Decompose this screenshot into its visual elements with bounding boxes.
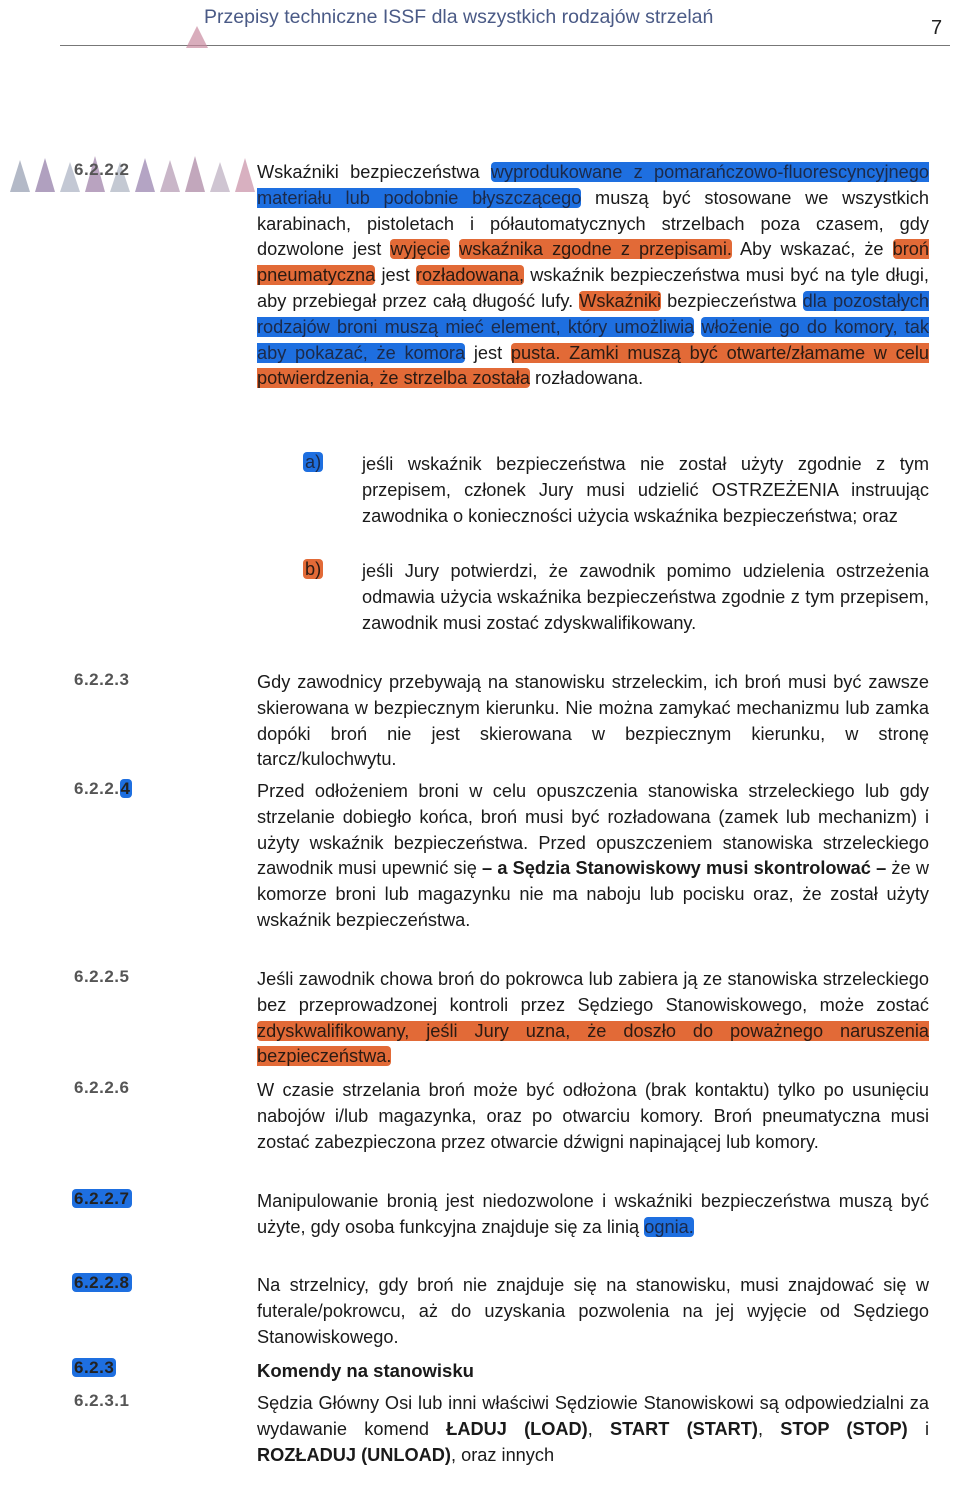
list-item-label-b: b)	[305, 559, 322, 579]
section-number: 6.2.2.2	[74, 160, 130, 179]
list-item-a: jeśli wskaźnik bezpieczeństwa nie został użyty zgodnie z tym przepisem, członek Jury musi udzielić OSTRZEŻENIA instruując zawodnika o konieczności użycia wskaźnika bezpieczeństwa; oraz	[362, 454, 929, 526]
list-item-label-a: a)	[305, 452, 322, 472]
section-number: 6.2.2.8	[74, 1273, 130, 1292]
section-number: 6.2.3	[74, 1358, 115, 1377]
decorative-triangles	[0, 150, 280, 200]
header-title: Przepisy techniczne ISSF dla wszystkich rodzajów strzelań	[204, 6, 714, 28]
section-text: Sędzia Główny Osi lub inni właściwi Sędziowie Stanowiskowi są odpowiedzialni za wydawanie komend ŁADUJ (LOAD), START (START), STOP (STOP) i ROZŁADUJ (UNLOAD), oraz innych	[257, 1393, 930, 1465]
list-item-b: jeśli Jury potwierdzi, że zawodnik pomimo udzielenia ostrzeżenia odmawia użycia wskaźnika bezpieczeństwa zgodnie z tym przepisem, zawodnik musi zostać zdyskwalifikowany.	[362, 561, 929, 633]
section-number: 6.2.2.7	[74, 1189, 130, 1208]
section-text: Na strzelnicy, gdy broń nie znajduje się na stanowisku, musi znajdować się w futerale/pokrowcu, aż do uzyskania pozwolenia na jej wyjęcie od Sędziego Stanowiskowego.	[257, 1275, 929, 1347]
section-text: Manipulowanie bronią jest niedozwolone i wskaźniki bezpieczeństwa muszą być użyte, gdy osoba funkcyjna znajduje się za linią ognia.	[257, 1191, 929, 1237]
section-heading: Komendy na stanowisku	[257, 1360, 474, 1381]
section-number: 6.2.2.5	[74, 967, 130, 986]
section-number: 6.2.2.6	[74, 1078, 130, 1097]
section-number: 6.2.2.4	[74, 779, 131, 798]
section-text: Przed odłożeniem broni w celu opuszczenia stanowiska strzeleckiego lub gdy strzelanie dobiegło końca, broń musi być rozładowana (zamek lub mechanizm) i użyty wskaźnik bezpieczeństwa. Przed opuszczeniem stanowiska strzeleckiego zawodnik musi upewnić się – a Sędzia Stanowiskowy musi skontrolować – że w komorze broni lub magazynku nie ma naboju lub pocisku oraz, że został użyty wskaźnik bezpieczeństwa.	[257, 781, 929, 930]
section-number: 6.2.3.1	[74, 1391, 130, 1410]
section-text: W czasie strzelania broń może być odłożona (brak kontaktu) tylko po usunięciu nabojów i/lub magazynka, oraz po otwarciu komory. Broń pneumatyczna musi zostać zabezpieczona przez otwarcie dźwigni napinającej lub komory.	[257, 1080, 929, 1152]
section-text: Jeśli zawodnik chowa broń do pokrowca lub zabiera ją ze stanowiska strzeleckiego bez przeprowadzonej kontroli przez Sędziego Stanowiskowego, może zostać zdyskwalifikowany, jeśli Jury uzna, że doszło do poważnego naruszenia bezpieczeństwa.	[257, 969, 929, 1067]
section-text: Wskaźniki bezpieczeństwa wyprodukowane z pomarańczowo-fluorescyncyjnego materiału lub podobnie błyszczącego muszą być stosowane we wszystkich karabinach, pistoletach i półautomatycznych strzelbach poza czasem, gdy dozwolone jest wyjęcie wskaźnika zgodne z przepisami. Aby wskazać, że broń pneumatyczna jest rozładowana, wskaźnik bezpieczeństwa musi być na tyle długi, aby przebiegał przez całą długość lufy. Wskaźniki bezpieczeństwa dla pozostałych rodzajów broni muszą mieć element, który umożliwia włożenie go do komory, tak aby pokazać, że komora jest pusta. Zamki muszą być otwarte/złamame w celu potwierdzenia, że strzelba została rozładowana.	[257, 162, 929, 389]
section-number: 6.2.2.3	[74, 670, 130, 689]
section-text: Gdy zawodnicy przebywają na stanowisku strzeleckim, ich broń musi być zawsze skierowana w bezpiecznym kierunku. Nie można zamykać mechanizmu lub zamka dopóki broń nie jest skierowana w bezpiecznym kierunku, w stronę tarcz/kulochwytu.	[257, 672, 929, 770]
header-triangle-icon	[186, 26, 208, 48]
page-number: 7	[931, 17, 943, 39]
